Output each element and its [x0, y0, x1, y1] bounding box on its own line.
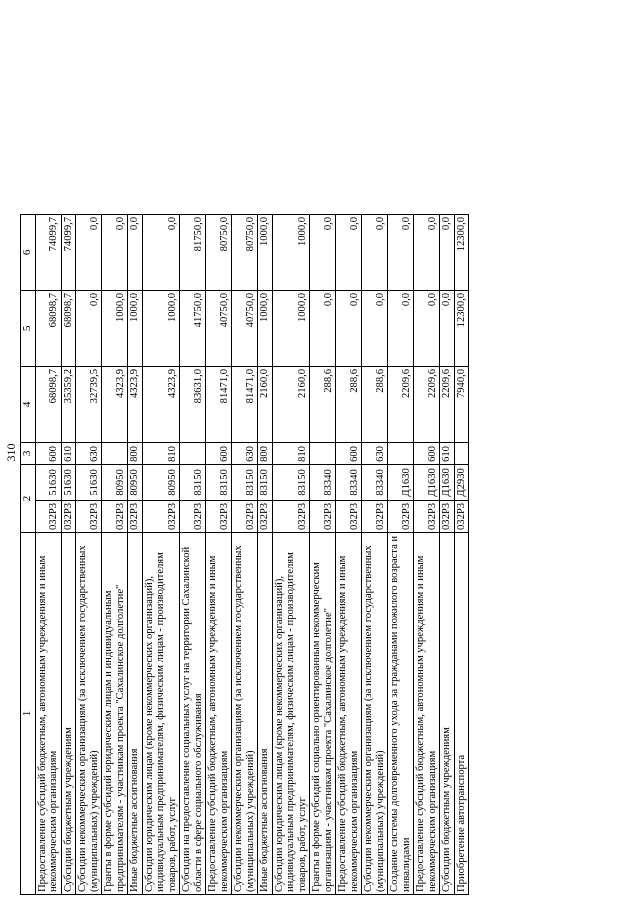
table-row [102, 214, 128, 894]
target-code: 032Р3 [440, 500, 455, 532]
target-subcode: 83340 [336, 464, 362, 500]
row-name: Иные бюджетные ассигнования [128, 533, 143, 895]
table-row [128, 214, 143, 894]
expense-type [180, 442, 206, 464]
amount-col5: 40750,0 [206, 290, 232, 366]
column-number: 2 [21, 464, 36, 532]
table-row [336, 214, 362, 894]
amount-col5: 0,0 [440, 290, 455, 366]
target-subcode: 83150 [206, 464, 232, 500]
amount-col5: 0,0 [388, 290, 414, 366]
expense-type: 600 [206, 442, 232, 464]
table-row [414, 214, 440, 894]
row-name: Гранты в форме субсидий юридическим лицам и индивидуальным предпринимателям - участникам проекта "Сахалинское долголетие" [102, 533, 128, 895]
column-number-row [21, 214, 36, 894]
amount-col4: 4323,9 [102, 366, 128, 442]
target-subcode: 51630 [61, 464, 76, 500]
amount-col5: 1000,0 [128, 290, 143, 366]
amount-col6: 1000,0 [258, 214, 273, 290]
row-name: Предоставление субсидий бюджетным, автономным учреждениям и иным некоммерческим организациям [336, 533, 362, 895]
table-row [272, 214, 310, 894]
amount-col5: 1000,0 [258, 290, 273, 366]
target-subcode: 83340 [310, 464, 336, 500]
row-name: Приобретение автотранспорта [454, 533, 469, 895]
table-row [232, 214, 258, 894]
amount-col5: 0,0 [414, 290, 440, 366]
target-subcode: Д1630 [388, 464, 414, 500]
table-row [35, 214, 61, 894]
target-subcode: 80950 [142, 464, 180, 500]
amount-col4: 2209,6 [388, 366, 414, 442]
amount-col5: 1000,0 [272, 290, 310, 366]
target-code: 032Р3 [35, 500, 61, 532]
amount-col5: 1000,0 [102, 290, 128, 366]
expense-type: 610 [61, 442, 76, 464]
expense-type: 800 [128, 442, 143, 464]
page-number: 310 [4, 443, 18, 462]
column-number: 6 [21, 214, 36, 290]
amount-col4: 2160,0 [272, 366, 310, 442]
table-row [206, 214, 232, 894]
target-subcode: 83340 [362, 464, 388, 500]
amount-col4: 4323,9 [128, 366, 143, 442]
expense-type: 630 [232, 442, 258, 464]
amount-col6: 0,0 [142, 214, 180, 290]
amount-col6: 74099,7 [35, 214, 61, 290]
column-number: 5 [21, 290, 36, 366]
table-row [258, 214, 273, 894]
row-name: Субсидии бюджетным учреждениям [61, 533, 76, 895]
row-name: Субсидии некоммерческим организациям (за исключением государственных (муниципальных) учреждений) [76, 533, 102, 895]
expense-type: 600 [336, 442, 362, 464]
amount-col4: 83631,0 [180, 366, 206, 442]
amount-col6: 0,0 [362, 214, 388, 290]
expense-type: 810 [272, 442, 310, 464]
target-code: 032Р3 [388, 500, 414, 532]
target-code: 032Р3 [76, 500, 102, 532]
amount-col5: 68098,7 [61, 290, 76, 366]
amount-col4: 2160,0 [258, 366, 273, 442]
column-number: 1 [21, 533, 36, 895]
amount-col6: 80750,0 [232, 214, 258, 290]
target-subcode: Д2930 [454, 464, 469, 500]
amount-col6: 81750,0 [180, 214, 206, 290]
target-code: 032Р3 [258, 500, 273, 532]
expense-type [388, 442, 414, 464]
expense-type: 610 [440, 442, 455, 464]
amount-col6: 0,0 [388, 214, 414, 290]
amount-col4: 68098,7 [35, 366, 61, 442]
target-code: 032Р3 [61, 500, 76, 532]
amount-col6: 1000,0 [272, 214, 310, 290]
table-row [454, 214, 469, 894]
amount-col4: 81471,0 [206, 366, 232, 442]
row-name: Субсидии юридическим лицам (кроме некоммерческих организаций), индивидуальным предпринимателям, физическим лицам - производителям товаров, работ, услуг [142, 533, 180, 895]
table-row [388, 214, 414, 894]
row-name: Предоставление субсидий бюджетным, автономным учреждениям и иным некоммерческим организациям [414, 533, 440, 895]
amount-col6: 74099,7 [61, 214, 76, 290]
target-subcode: 83150 [258, 464, 273, 500]
target-code: 032Р3 [454, 500, 469, 532]
expense-type: 630 [362, 442, 388, 464]
row-name: Предоставление субсидий бюджетным, автономным учреждениям и иным некоммерческим организациям [206, 533, 232, 895]
amount-col5: 0,0 [310, 290, 336, 366]
row-name: Гранты в форме субсидий социально ориентированным некоммерческим организациям - участникам проекта "Сахалинское долголетие" [310, 533, 336, 895]
target-code: 032Р3 [142, 500, 180, 532]
amount-col5: 0,0 [336, 290, 362, 366]
expense-type: 600 [35, 442, 61, 464]
row-name: Субсидии некоммерческим организациям (за исключением государственных (муниципальных) учреждений) [362, 533, 388, 895]
amount-col4: 32739,5 [76, 366, 102, 442]
amount-col6: 0,0 [76, 214, 102, 290]
row-name: Субсидии на предоставление социальных услуг на территории Сахалинской области в сфере социального обслуживания [180, 533, 206, 895]
amount-col5: 12300,0 [454, 290, 469, 366]
amount-col4: 7940,0 [454, 366, 469, 442]
amount-col6: 12300,0 [454, 214, 469, 290]
target-subcode: 51630 [35, 464, 61, 500]
table-row [180, 214, 206, 894]
amount-col4: 2209,6 [414, 366, 440, 442]
amount-col5: 0,0 [76, 290, 102, 366]
target-code: 032Р3 [414, 500, 440, 532]
row-name: Предоставление субсидий бюджетным, автономным учреждениям и иным некоммерческим организациям [35, 533, 61, 895]
row-name: Субсидии бюджетным учреждениям [440, 533, 455, 895]
amount-col4: 288,6 [336, 366, 362, 442]
amount-col6: 0,0 [102, 214, 128, 290]
amount-col6: 0,0 [128, 214, 143, 290]
target-code: 032Р3 [180, 500, 206, 532]
table-row [310, 214, 336, 894]
target-code: 032Р3 [272, 500, 310, 532]
expense-type [454, 442, 469, 464]
amount-col4: 2209,6 [440, 366, 455, 442]
amount-col4: 81471,0 [232, 366, 258, 442]
column-number: 4 [21, 366, 36, 442]
target-subcode: Д1630 [414, 464, 440, 500]
expense-type [102, 442, 128, 464]
expense-type [310, 442, 336, 464]
target-code: 032Р3 [206, 500, 232, 532]
target-subcode: 80950 [102, 464, 128, 500]
amount-col4: 288,6 [310, 366, 336, 442]
expense-type: 600 [414, 442, 440, 464]
expense-type: 800 [258, 442, 273, 464]
table-row [61, 214, 76, 894]
amount-col6: 0,0 [440, 214, 455, 290]
amount-col4: 35359,2 [61, 366, 76, 442]
amount-col4: 4323,9 [142, 366, 180, 442]
target-subcode: Д1630 [440, 464, 455, 500]
table-row [142, 214, 180, 894]
expense-type: 630 [76, 442, 102, 464]
amount-col5: 68098,7 [35, 290, 61, 366]
target-code: 032Р3 [128, 500, 143, 532]
amount-col5: 41750,0 [180, 290, 206, 366]
target-code: 032Р3 [232, 500, 258, 532]
expense-type: 810 [142, 442, 180, 464]
table-row [440, 214, 455, 894]
target-subcode: 83150 [232, 464, 258, 500]
target-code: 032Р3 [362, 500, 388, 532]
amount-col5: 40750,0 [232, 290, 258, 366]
row-name: Субсидии некоммерческим организациям (за исключением государственных (муниципальных) учреждений) [232, 533, 258, 895]
amount-col4: 288,6 [362, 366, 388, 442]
target-subcode: 83150 [272, 464, 310, 500]
budget-table [20, 214, 469, 895]
target-code: 032Р3 [102, 500, 128, 532]
target-subcode: 51630 [76, 464, 102, 500]
column-number: 3 [21, 442, 36, 464]
table-row [362, 214, 388, 894]
table-row [76, 214, 102, 894]
amount-col5: 1000,0 [142, 290, 180, 366]
target-subcode: 80950 [128, 464, 143, 500]
row-name: Иные бюджетные ассигнования [258, 533, 273, 895]
row-name: Создание системы долговременного ухода за гражданами пожилого возраста и инвалидами [388, 533, 414, 895]
amount-col6: 0,0 [310, 214, 336, 290]
row-name: Субсидии юридическим лицам (кроме некоммерческих организаций), индивидуальным предпринимателям, физическим лицам - производителям товаров, работ, услуг [272, 533, 310, 895]
amount-col6: 80750,0 [206, 214, 232, 290]
target-code: 032Р3 [310, 500, 336, 532]
target-code: 032Р3 [336, 500, 362, 532]
target-subcode: 83150 [180, 464, 206, 500]
amount-col5: 0,0 [362, 290, 388, 366]
amount-col6: 0,0 [336, 214, 362, 290]
amount-col6: 0,0 [414, 214, 440, 290]
